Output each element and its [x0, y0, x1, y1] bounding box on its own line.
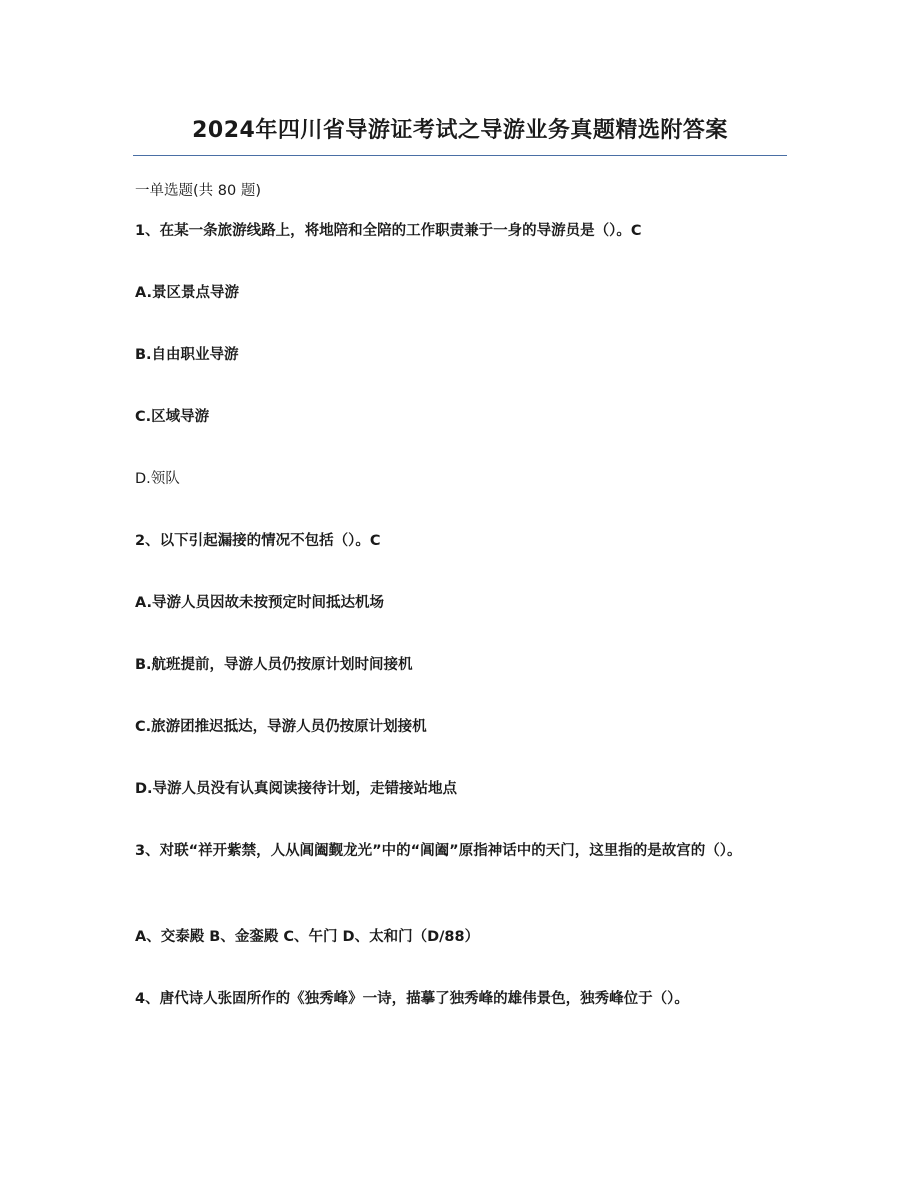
- options-3: A、交泰殿 B、金銮殿 C、午门 D、太和门（D/88）: [135, 929, 480, 945]
- option-1a: A.景区景点导游: [135, 285, 239, 301]
- document-title: 2024年四川省导游证考试之导游业务真题精选附答案: [192, 118, 728, 143]
- title-underline: [133, 155, 787, 156]
- section-heading: 一单选题(共 80 题): [135, 183, 261, 199]
- question-4: 4、唐代诗人张固所作的《独秀峰》一诗，描摹了独秀峰的雄伟景色，独秀峰位于（）。: [135, 991, 689, 1007]
- question-1: 1、在某一条旅游线路上，将地陪和全陪的工作职责兼于一身的导游员是（）。C: [135, 223, 642, 239]
- option-1b: B.自由职业导游: [135, 347, 239, 363]
- option-1d: D.领队: [135, 471, 180, 487]
- option-2d: D.导游人员没有认真阅读接待计划，走错接站地点: [135, 781, 458, 797]
- question-2: 2、以下引起漏接的情况不包括（）。C: [135, 533, 381, 549]
- option-2c: C.旅游团推迟抵达，导游人员仍按原计划接机: [135, 719, 427, 735]
- option-2b: B.航班提前，导游人员仍按原计划时间接机: [135, 657, 413, 673]
- option-1c: C.区域导游: [135, 409, 210, 425]
- option-2a: A.导游人员因故未按预定时间抵达机场: [135, 595, 384, 611]
- question-3: 3、对联“祥开紫禁，人从阊阖觐龙光”中的“阊阖”原指神话中的天门，这里指的是故宫的（）。: [135, 843, 742, 859]
